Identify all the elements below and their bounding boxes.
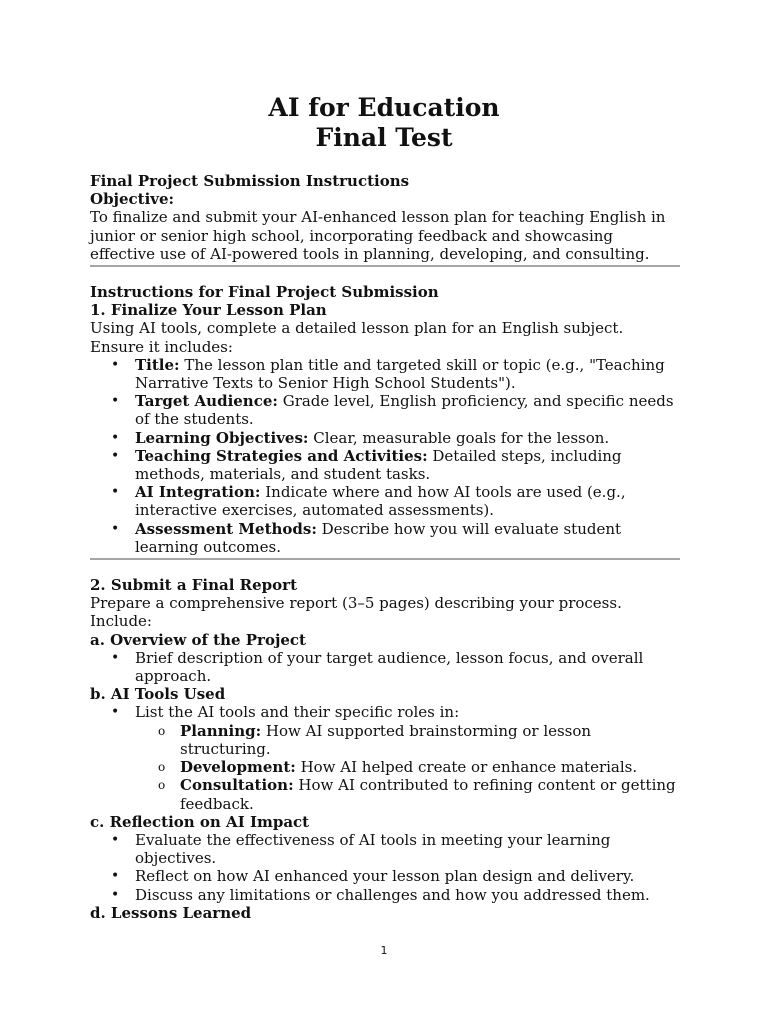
item-text: Indicate where and how AI tools are used (e.g., interactive exercises, automated assessments).: [135, 483, 626, 520]
reflection-heading: c. Reflection on AI Impact: [90, 812, 310, 831]
objective-text: To finalize and submit your AI-enhanced lesson plan for teaching English in junior or senior high school, incorporating feedback and showcasing effective use of AI-powered tools in planning, developing, and consulting.: [90, 208, 666, 263]
item-text: Detailed steps, including methods, materials, and student tasks.: [135, 446, 622, 484]
item-label: Consultation:: [180, 776, 294, 795]
ai-tools-list: [90, 703, 680, 812]
list-item: • Evaluate the effectiveness of AI tools in meeting your learning objectives.: [90, 831, 680, 867]
list-item: [90, 429, 680, 447]
ai-roles-sublist: [135, 722, 680, 813]
page-number: 1: [380, 944, 388, 957]
item-label: Teaching Strategies and Activities:: [135, 446, 428, 465]
item-label: Target Audience:: [135, 392, 278, 411]
list-item: [90, 483, 680, 519]
item-label: Development:: [180, 758, 296, 777]
list-item: • Brief description of your target audience, lesson focus, and overall approach.: [90, 649, 680, 685]
lesson-plan-requirements-list: [90, 356, 680, 556]
overview-list: [90, 649, 680, 685]
list-item: [90, 703, 680, 812]
finalize-lesson-plan-heading: 1. Finalize Your Lesson Plan: [90, 301, 327, 320]
list-item: • Discuss any limitations or challenges and how you addressed them.: [90, 886, 680, 904]
reflection-list: [90, 831, 680, 904]
sublist-item: [135, 776, 680, 812]
item-text: How AI helped create or enhance materials.: [295, 758, 638, 777]
list-item: [90, 447, 680, 483]
list-item: [90, 356, 680, 392]
item-label: Planning:: [180, 721, 262, 740]
final-submission-heading: Instructions for Final Project Submission: [90, 283, 439, 302]
item-label: AI Integration:: [135, 483, 261, 502]
lessons-learned-heading: d. Lessons Learned: [90, 903, 252, 922]
list-item: • Reflect on how AI enhanced your lesson plan design and delivery.: [90, 867, 680, 885]
sublist-item: [135, 758, 680, 776]
document-title-line-2: Final Test: [315, 123, 453, 152]
item-text: How AI supported brainstorming or lesson structuring.: [180, 721, 592, 758]
item-label: Assessment Methods:: [135, 519, 317, 538]
final-report-heading: 2. Submit a Final Report: [90, 576, 297, 595]
submission-instructions-heading: Final Project Submission Instructions: [90, 172, 410, 190]
objective-label: Objective:: [90, 190, 175, 209]
section-divider: [90, 558, 680, 560]
item-text: Describe how you will evaluate student learning outcomes.: [135, 519, 622, 556]
document-body: [90, 172, 680, 922]
list-item: [90, 392, 680, 428]
ai-tools-heading: b. AI Tools Used: [90, 685, 226, 704]
section-divider: [90, 265, 680, 267]
item-text: Clear, measurable goals for the lesson.: [308, 428, 610, 447]
final-report-intro: Prepare a comprehensive report (3–5 pages) describing your process. Include:: [90, 594, 622, 631]
list-item: [90, 520, 680, 556]
document-title-line-1: AI for Education: [268, 93, 500, 122]
overview-heading: a. Overview of the Project: [90, 630, 306, 649]
item-text: List the AI tools and their specific roles in:: [135, 703, 460, 722]
item-text: How AI contributed to refining content or getting feedback.: [180, 776, 676, 813]
sublist-item: [135, 722, 680, 758]
item-text: Grade level, English proficiency, and specific needs of the students.: [135, 392, 674, 429]
item-label: Learning Objectives:: [135, 428, 309, 447]
item-text: The lesson plan title and targeted skill or topic (e.g., "Teaching Narrative Texts to Senior High School Students").: [135, 355, 665, 393]
lesson-plan-intro: Using AI tools, complete a detailed lesson plan for an English subject. Ensure it includes:: [90, 319, 624, 356]
item-label: Title:: [135, 355, 180, 374]
